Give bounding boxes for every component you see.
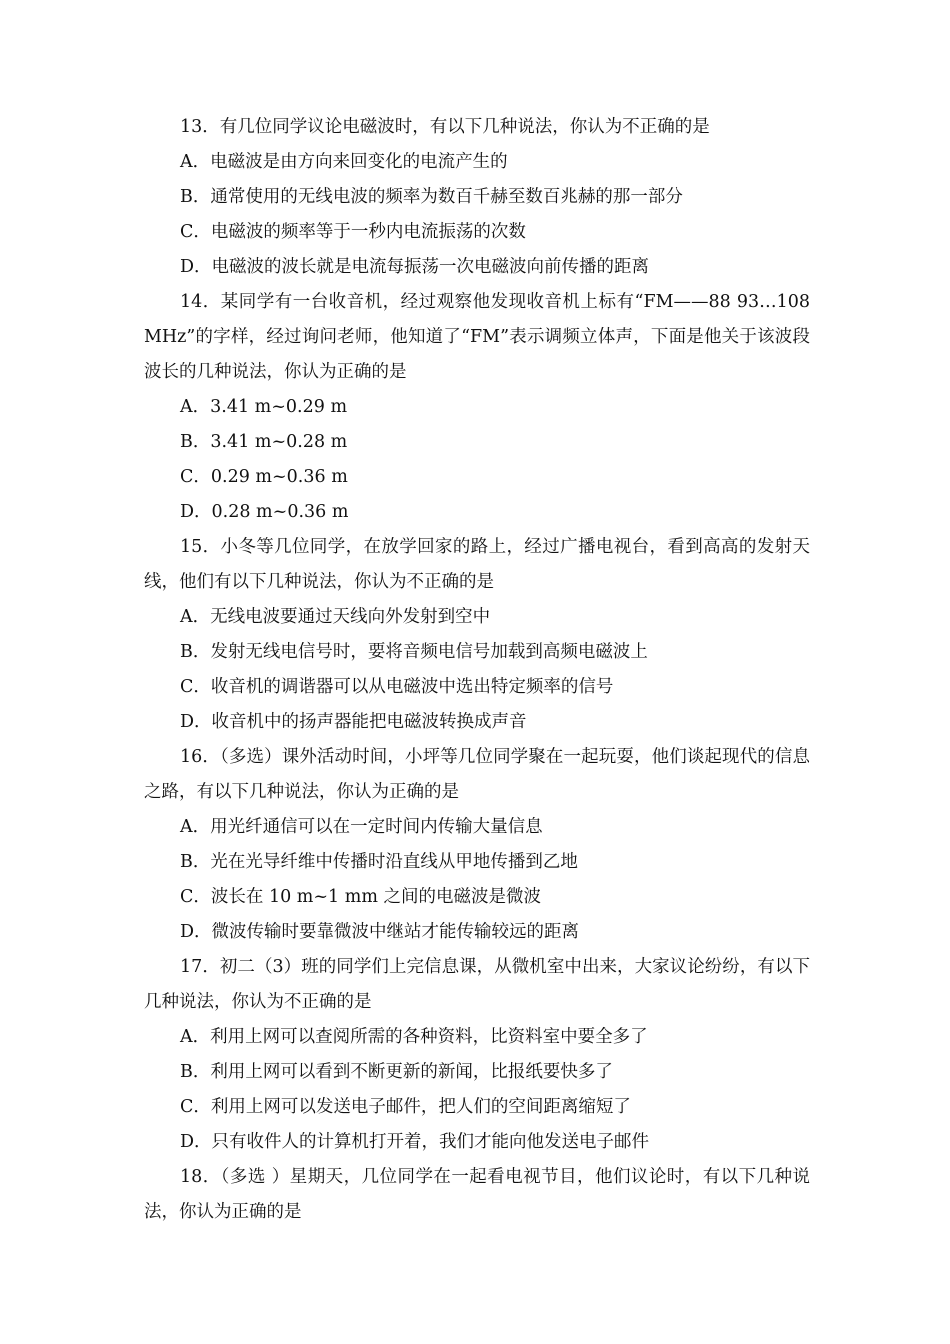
option-d: D．0.28 m~0.36 m bbox=[180, 502, 349, 522]
question-16 bbox=[144, 740, 810, 950]
option-c: C．波长在 10 m~1 mm 之间的电磁波是微波 bbox=[180, 887, 541, 907]
question-18 bbox=[144, 1160, 810, 1230]
question-14 bbox=[144, 285, 810, 530]
question-13 bbox=[144, 110, 810, 285]
option-a: A．利用上网可以查阅所需的各种资料，比资料室中要全多了 bbox=[180, 1027, 648, 1047]
option-c: C．0.29 m~0.36 m bbox=[180, 467, 348, 487]
question-stem: 16．（多选）课外活动时间，小坪等几位同学聚在一起玩耍，他们谈起现代的信息之路，有以下几种说法，你认为正确的是 bbox=[144, 747, 810, 802]
option-c: C．利用上网可以发送电子邮件，把人们的空间距离缩短了 bbox=[180, 1097, 631, 1117]
question-stem: 14．某同学有一台收音机，经过观察他发现收音机上标有“FM——88 93…108 MHz”的字样，经过询问老师，他知道了“FM”表示调频立体声，下面是他关于该波段波长的几种说法，你认为正确的是 bbox=[144, 292, 810, 382]
option-b: B．利用上网可以看到不断更新的新闻，比报纸要快多了 bbox=[180, 1062, 613, 1082]
option-d: D．微波传输时要靠微波中继站才能传输较远的距离 bbox=[180, 922, 580, 942]
option-a: A．3.41 m~0.29 m bbox=[180, 397, 348, 417]
question-stem: 18．（多选 ）星期天，几位同学在一起看电视节目，他们议论时，有以下几种说法，你认为正确的是 bbox=[144, 1167, 810, 1222]
question-list bbox=[144, 110, 810, 1230]
question-stem: 17．初二（3）班的同学们上完信息课，从微机室中出来，大家议论纷纷，有以下几种说法，你认为不正确的是 bbox=[144, 957, 810, 1012]
option-b: B．光在光导纤维中传播时沿直线从甲地传播到乙地 bbox=[180, 852, 578, 872]
option-c: C．收音机的调谐器可以从电磁波中选出特定频率的信号 bbox=[180, 677, 614, 697]
question-17 bbox=[144, 950, 810, 1160]
question-stem: 15．小冬等几位同学，在放学回家的路上，经过广播电视台，看到高高的发射天线，他们有以下几种说法，你认为不正确的是 bbox=[144, 537, 810, 592]
option-d: D．收音机中的扬声器能把电磁波转换成声音 bbox=[180, 712, 527, 732]
question-stem: 13．有几位同学议论电磁波时，有以下几种说法，你认为不正确的是 bbox=[180, 117, 710, 137]
option-c: C．电磁波的频率等于一秒内电流振荡的次数 bbox=[180, 222, 526, 242]
option-a: A．电磁波是由方向来回变化的电流产生的 bbox=[180, 152, 508, 172]
option-d: D．电磁波的波长就是电流每振荡一次电磁波向前传播的距离 bbox=[180, 257, 650, 277]
option-d: D．只有收件人的计算机打开着，我们才能向他发送电子邮件 bbox=[180, 1132, 650, 1152]
option-a: A．无线电波要通过天线向外发射到空中 bbox=[180, 607, 491, 627]
option-b: B．通常使用的无线电波的频率为数百千赫至数百兆赫的那一部分 bbox=[180, 187, 683, 207]
option-b: B．3.41 m~0.28 m bbox=[180, 432, 348, 452]
option-b: B．发射无线电信号时，要将音频电信号加载到高频电磁波上 bbox=[180, 642, 648, 662]
question-15 bbox=[144, 530, 810, 740]
option-a: A．用光纤通信可以在一定时间内传输大量信息 bbox=[180, 817, 543, 837]
